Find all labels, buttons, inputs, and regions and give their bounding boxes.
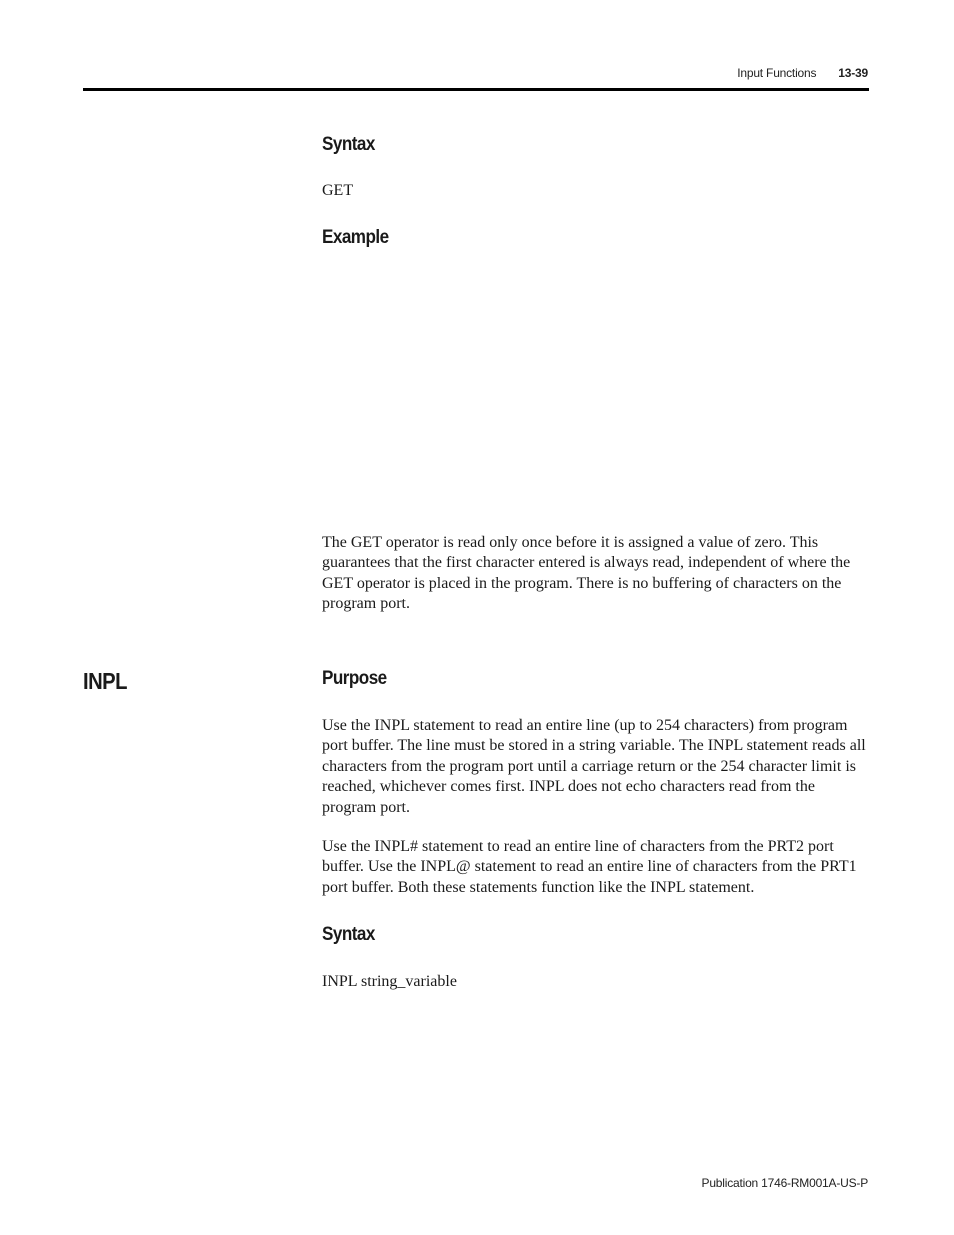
inpl-purpose-heading: Purpose — [322, 668, 387, 689]
get-example-heading: Example — [322, 227, 389, 248]
inpl-purpose-paragraph-1: Use the INPL statement to read an entire line (up to 254 characters) from program port buffer. The line must be stored in a string variable. The INPL statement reads all characters from the program port until a carriage return or the 254 character limit is reached, whichever comes first. INPL does not echo characters read from the program port. — [322, 717, 866, 816]
inpl-section-title: INPL — [83, 668, 127, 694]
page-header — [737, 66, 868, 80]
page-footer: Publication 1746-RM001A-US-P — [701, 1176, 868, 1190]
get-syntax-heading: Syntax — [322, 134, 375, 155]
header-section-title: Input Functions — [737, 66, 817, 80]
header-rule — [83, 88, 869, 91]
inpl-syntax-text: INPL string_variable — [322, 973, 457, 990]
get-description: The GET operator is read only once before it is assigned a value of zero. This guarantees that the first character entered is always read, independent of where the GET operator is placed in the program. There is no buffering of characters on the program port. — [322, 534, 851, 613]
inpl-syntax-heading: Syntax — [322, 924, 375, 945]
header-page-number: 13-39 — [838, 66, 868, 80]
inpl-purpose-paragraph-2: Use the INPL# statement to read an entire line of characters from the PRT2 port buffer. Use the INPL@ statement to read an entire line of characters from the PRT1 port buffer. Both these statements function like the INPL statement. — [322, 838, 857, 896]
get-syntax-text: GET — [322, 182, 354, 199]
